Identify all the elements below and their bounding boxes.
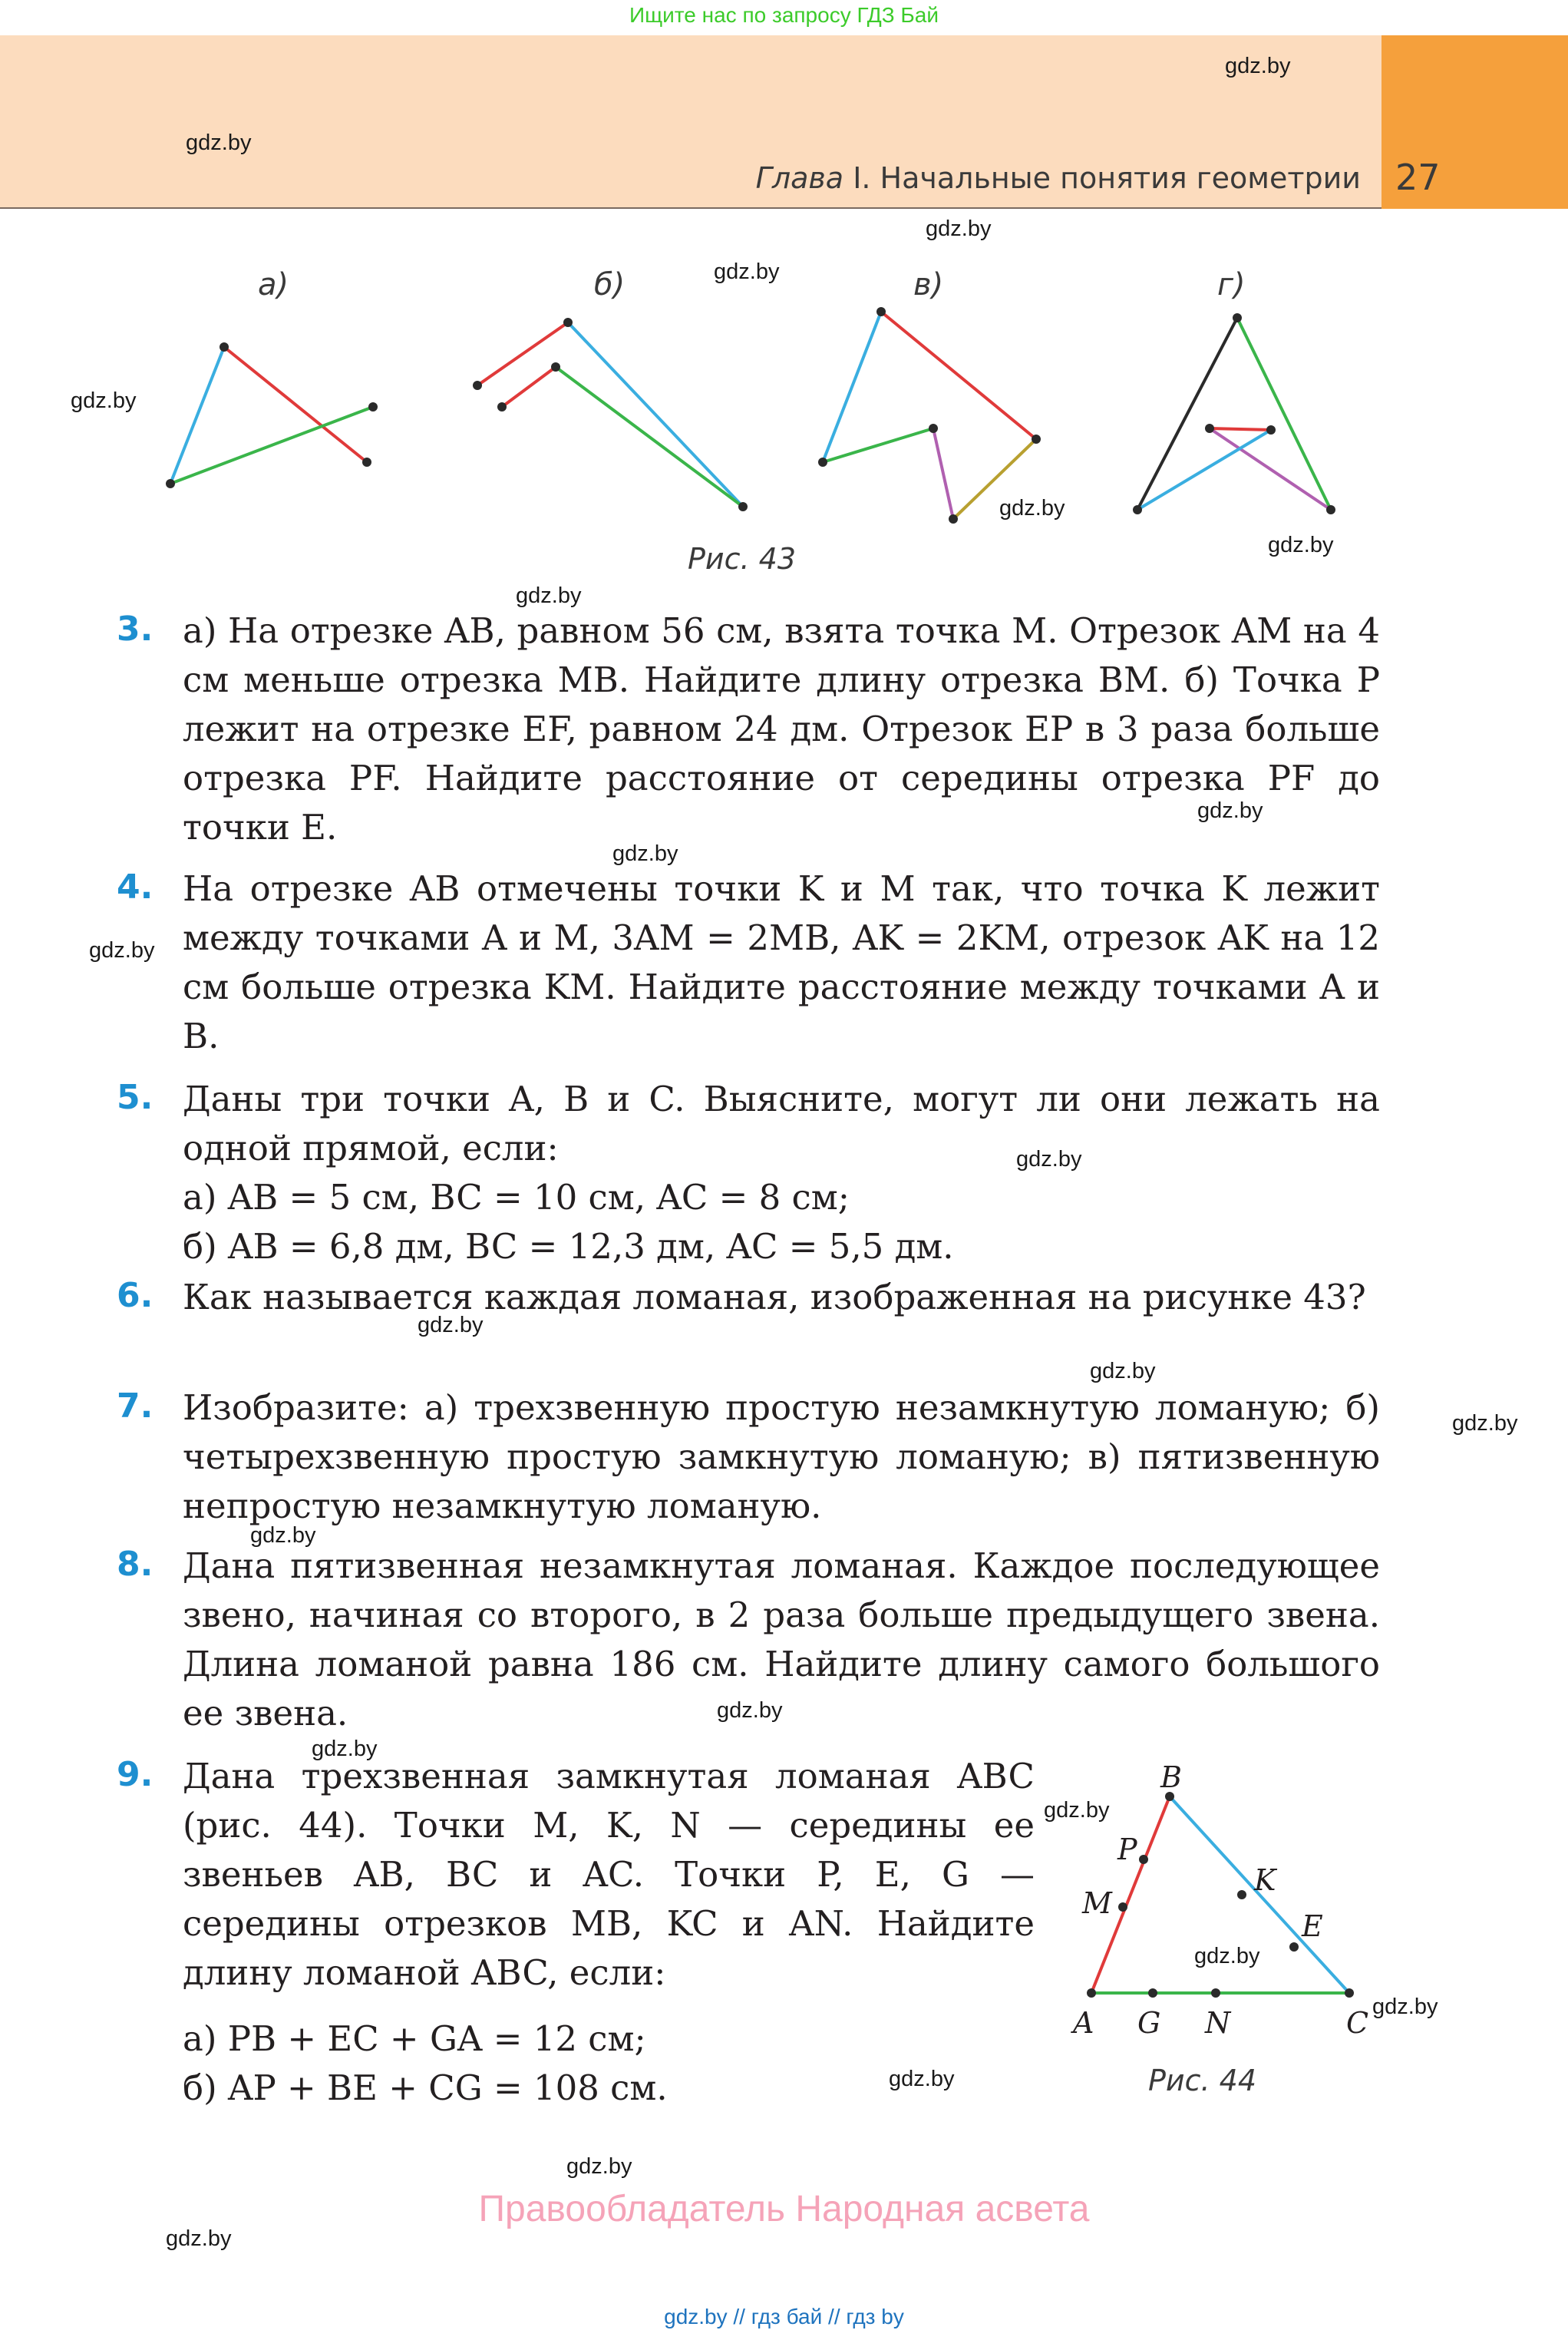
polyline-a (166, 342, 378, 488)
point-label-b: B (1160, 1760, 1182, 1794)
polyline-v (818, 307, 1041, 524)
bottom-links[interactable]: gdz.by // гдз бай // гдз by (664, 2305, 904, 2328)
watermark: gdz.by (926, 216, 992, 241)
problem-3-number: 3. (117, 610, 153, 649)
watermark: gdz.by (418, 1313, 484, 1337)
fig43-label-a: а) (258, 267, 289, 302)
problem-7-number: 7. (117, 1386, 153, 1426)
problem-8-number: 8. (117, 1545, 153, 1584)
page-number: 27 (1395, 157, 1441, 198)
point-label-m: M (1082, 1886, 1112, 1920)
figure-43 (0, 292, 1568, 545)
watermark: gdz.by (250, 1523, 316, 1548)
problem-5-number: 5. (117, 1078, 153, 1117)
watermark: gdz.by (1197, 798, 1263, 823)
chapter-title: Глава I. Начальные понятия геометрии (755, 161, 1361, 195)
watermark: gdz.by (166, 2226, 232, 2251)
problem-9-case-a: а) PB + EC + GA = 12 см; (183, 2018, 646, 2059)
point-label-e: E (1302, 1909, 1323, 1943)
point-label-c: C (1346, 2006, 1369, 2040)
fig43-label-g: г) (1217, 267, 1246, 302)
watermark: gdz.by (566, 2154, 632, 2179)
polyline-b (473, 318, 748, 511)
problem-9-number: 9. (117, 1755, 153, 1794)
polyline-g (1133, 313, 1335, 514)
problem-5-case-a: а) AB = 5 см, BC = 10 см, AC = 8 см; (183, 1177, 850, 1218)
problem-6-text: Как называется каждая ломаная, изображенная на рисунке 43? (183, 1277, 1366, 1317)
figure-44-caption: Рис. 44 (1148, 2064, 1257, 2097)
fig43-label-v: в) (913, 267, 944, 302)
problem-9-text: Дана трехзвенная замкнутая ломаная ABC (рис. 44). Точки M, K, N — середины ее звеньев AB, BC и AC. Точки P, E, G — середины отрезков MB, KC и AN. Найдите длину ломаной ABC, если: (183, 1756, 1035, 1993)
watermark: gdz.by (714, 259, 780, 284)
watermark: gdz.by (1194, 1944, 1260, 1968)
problem-5-case-b: б) AB = 6,8 дм, BC = 12,3 дм, AC = 5,5 дм. (183, 1226, 954, 1267)
watermark: gdz.by (999, 496, 1065, 521)
watermark: gdz.by (1452, 1411, 1518, 1436)
problem-9-case-b: б) AP + BE + CG = 108 см. (183, 2067, 668, 2108)
watermark: gdz.by (1044, 1798, 1110, 1823)
watermark: gdz.by (1016, 1147, 1082, 1172)
figure-43-caption: Рис. 43 (688, 542, 797, 576)
watermark: gdz.by (186, 131, 252, 155)
watermark: gdz.by (1090, 1359, 1156, 1383)
point-label-n: N (1205, 2006, 1231, 2040)
point-label-a: A (1073, 2006, 1094, 2040)
watermark: gdz.by (889, 2067, 955, 2091)
problem-4-number: 4. (117, 868, 153, 907)
point-label-p: P (1117, 1833, 1137, 1866)
problem-3-text: а) На отрезке AB, равном 56 см, взята точка M. Отрезок AM на 4 см меньше отрезка MB. Найдите длину отрезка BM. б) Точка P лежит на отрезке EF, равном 24 дм. Отрезок EP в 3 раза больше отрезка PF. Найдите расстояние от середины отрезка PF до точки E. (183, 610, 1380, 848)
watermark: gdz.by (516, 583, 582, 608)
problem-7-text: Изобразите: а) трехзвенную простую незамкнутую ломаную; б) четырехзвенную простую замкнутую ломаную; в) пятизвенную непростую незамкнутую ломаную. (183, 1387, 1380, 1526)
watermark: gdz.by (1268, 533, 1334, 557)
watermark: gdz.by (312, 1737, 378, 1761)
watermark: gdz.by (1225, 54, 1291, 78)
copyright-owner: Правообладатель Народная асвета (478, 2189, 1090, 2229)
header-divider (0, 207, 1381, 209)
point-label-g: G (1137, 2006, 1161, 2040)
watermark: gdz.by (71, 388, 137, 413)
point-label-k: K (1254, 1863, 1276, 1897)
problem-5-text: Даны три точки A, B и C. Выясните, могут ли они лежать на одной прямой, если: (183, 1079, 1380, 1168)
watermark: gdz.by (717, 1698, 783, 1723)
top-search-banner: Ищите нас по запросу ГДЗ Бай (629, 3, 939, 27)
problem-8-text: Дана пятизвенная незамкнутая ломаная. Каждое последующее звено, начиная со второго, в 2 раза больше предыдущего звена. Длина ломаной равна 186 см. Найдите длину самого большого ее звена. (183, 1545, 1380, 1734)
watermark: gdz.by (1372, 1995, 1438, 2019)
watermark: gdz.by (612, 841, 678, 866)
watermark: gdz.by (89, 938, 155, 963)
problem-6-number: 6. (117, 1276, 153, 1315)
figure-44 (1059, 1758, 1397, 2050)
fig43-label-b: б) (594, 267, 626, 302)
problem-4-text: На отрезке AB отмечены точки K и M так, что точка K лежит между точками A и M, 3AM = 2MB, AK = 2KM, отрезок AK на 12 см больше отрезка KM. Найдите расстояние между точками A и B. (183, 868, 1380, 1056)
